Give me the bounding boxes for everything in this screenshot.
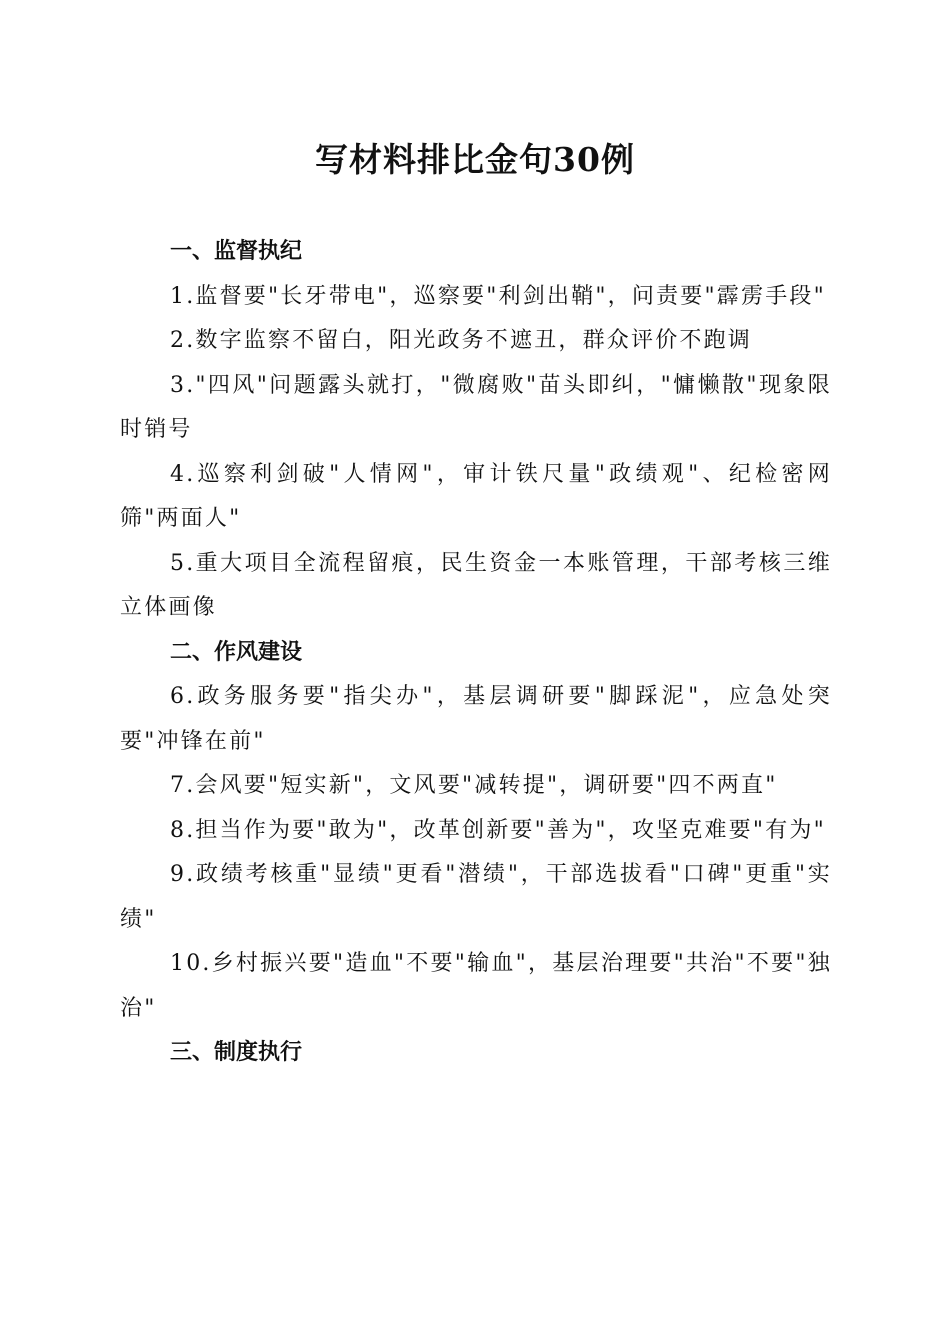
list-item-2: 2.数字监察不留白，阳光政务不遮丑，群众评价不跑调 <box>170 328 752 353</box>
list-item-5: 5.重大项目全流程留痕，民生资金一本账管理，干部考核三维立体画像 <box>120 550 832 620</box>
document-body <box>120 230 832 1076</box>
document-title: 写材料排比金句30例 <box>315 140 635 179</box>
section-heading-work-style: 二、作风建设 <box>170 639 303 665</box>
list-item-6: 6.政务服务要"指尖办"，基层调研要"脚踩泥"，应急处突要"冲锋在前" <box>120 684 832 754</box>
list-item-4: 4.巡察利剑破"人情网"，审计铁尺量"政绩观"、纪检密网筛"两面人" <box>120 461 832 531</box>
list-item-8: 8.担当作为要"敢为"，改革创新要"善为"，攻坚克难要"有为" <box>170 817 826 843</box>
list-item-9: 9.政绩考核重"显绩"更看"潜绩"，干部选拔看"口碑"更重"实绩" <box>120 862 832 932</box>
section-heading-system-execution: 三、制度执行 <box>170 1040 303 1065</box>
section-heading-supervision: 一、监督执纪 <box>170 239 303 264</box>
list-item-1: 1.监督要"长牙带电"，巡察要"利剑出鞘"，问责要"霹雳手段" <box>170 283 826 309</box>
list-item-3: 3."四风"问题露头就打，"微腐败"苗头即纠，"慵懒散"现象限时销号 <box>120 372 832 442</box>
list-item-7: 7.会风要"短实新"，文风要"减转提"，调研要"四不两直" <box>170 773 778 798</box>
list-item-10: 10.乡村振兴要"造血"不要"输血"，基层治理要"共治"不要"独治" <box>120 951 832 1021</box>
